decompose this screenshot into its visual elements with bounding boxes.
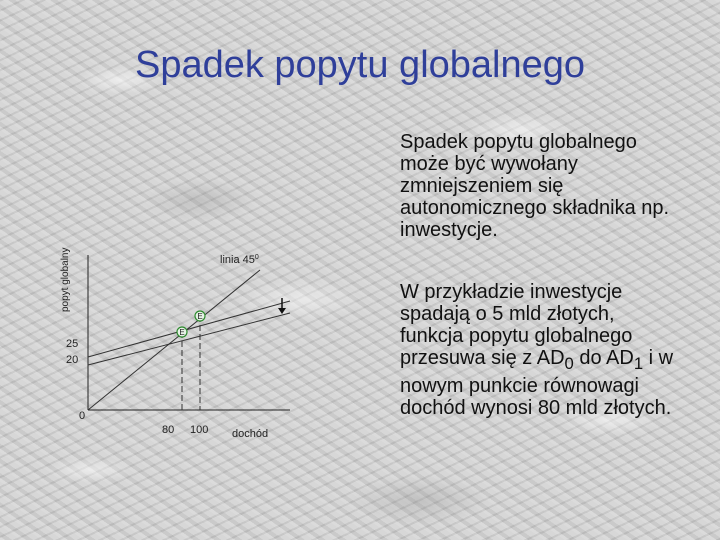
ad1-subscript: 1 bbox=[633, 354, 644, 373]
equilibrium-label-lower: E bbox=[179, 328, 185, 337]
paragraph-example-part1: W przykładzie inwestycje spadają o 5 mld złotych, funkcja popytu globalnego przesuwa się z AD bbox=[400, 281, 633, 369]
y-tick-20: 20 bbox=[66, 354, 79, 366]
equilibrium-point-upper bbox=[195, 311, 205, 321]
paragraph-example-part3: i w nowym punkcie równowagi dochód wynosi 80 mld złotych. bbox=[400, 347, 674, 419]
y-axis-label: popyt globalny bbox=[60, 247, 71, 312]
x-axis-label: dochód bbox=[232, 428, 269, 440]
ad0-line bbox=[88, 301, 290, 357]
x-tick-80: 80 bbox=[162, 424, 175, 436]
slide-title: Spadek popytu globalnego bbox=[134, 44, 586, 86]
line45-degree: 0 bbox=[254, 254, 259, 261]
y-tick-25: 25 bbox=[66, 338, 79, 350]
paragraph-cause: Spadek popytu globalnego może być wywołany zmniejszeniem się autonomicznego składnika np. inwestycje. bbox=[400, 131, 670, 241]
line-45 bbox=[88, 270, 260, 410]
line45-label-text: linia 45 bbox=[220, 254, 255, 266]
line45-label bbox=[220, 254, 259, 266]
paragraph-example-part2: do AD bbox=[573, 347, 634, 369]
ad1-line bbox=[88, 313, 290, 365]
ad0-subscript: 0 bbox=[564, 354, 574, 373]
equilibrium-label-upper: E bbox=[197, 312, 203, 321]
x-tick-100: 100 bbox=[190, 424, 209, 436]
down-arrow-icon bbox=[278, 298, 286, 314]
origin-label: 0 bbox=[79, 410, 86, 422]
equilibrium-point-lower bbox=[177, 327, 187, 337]
